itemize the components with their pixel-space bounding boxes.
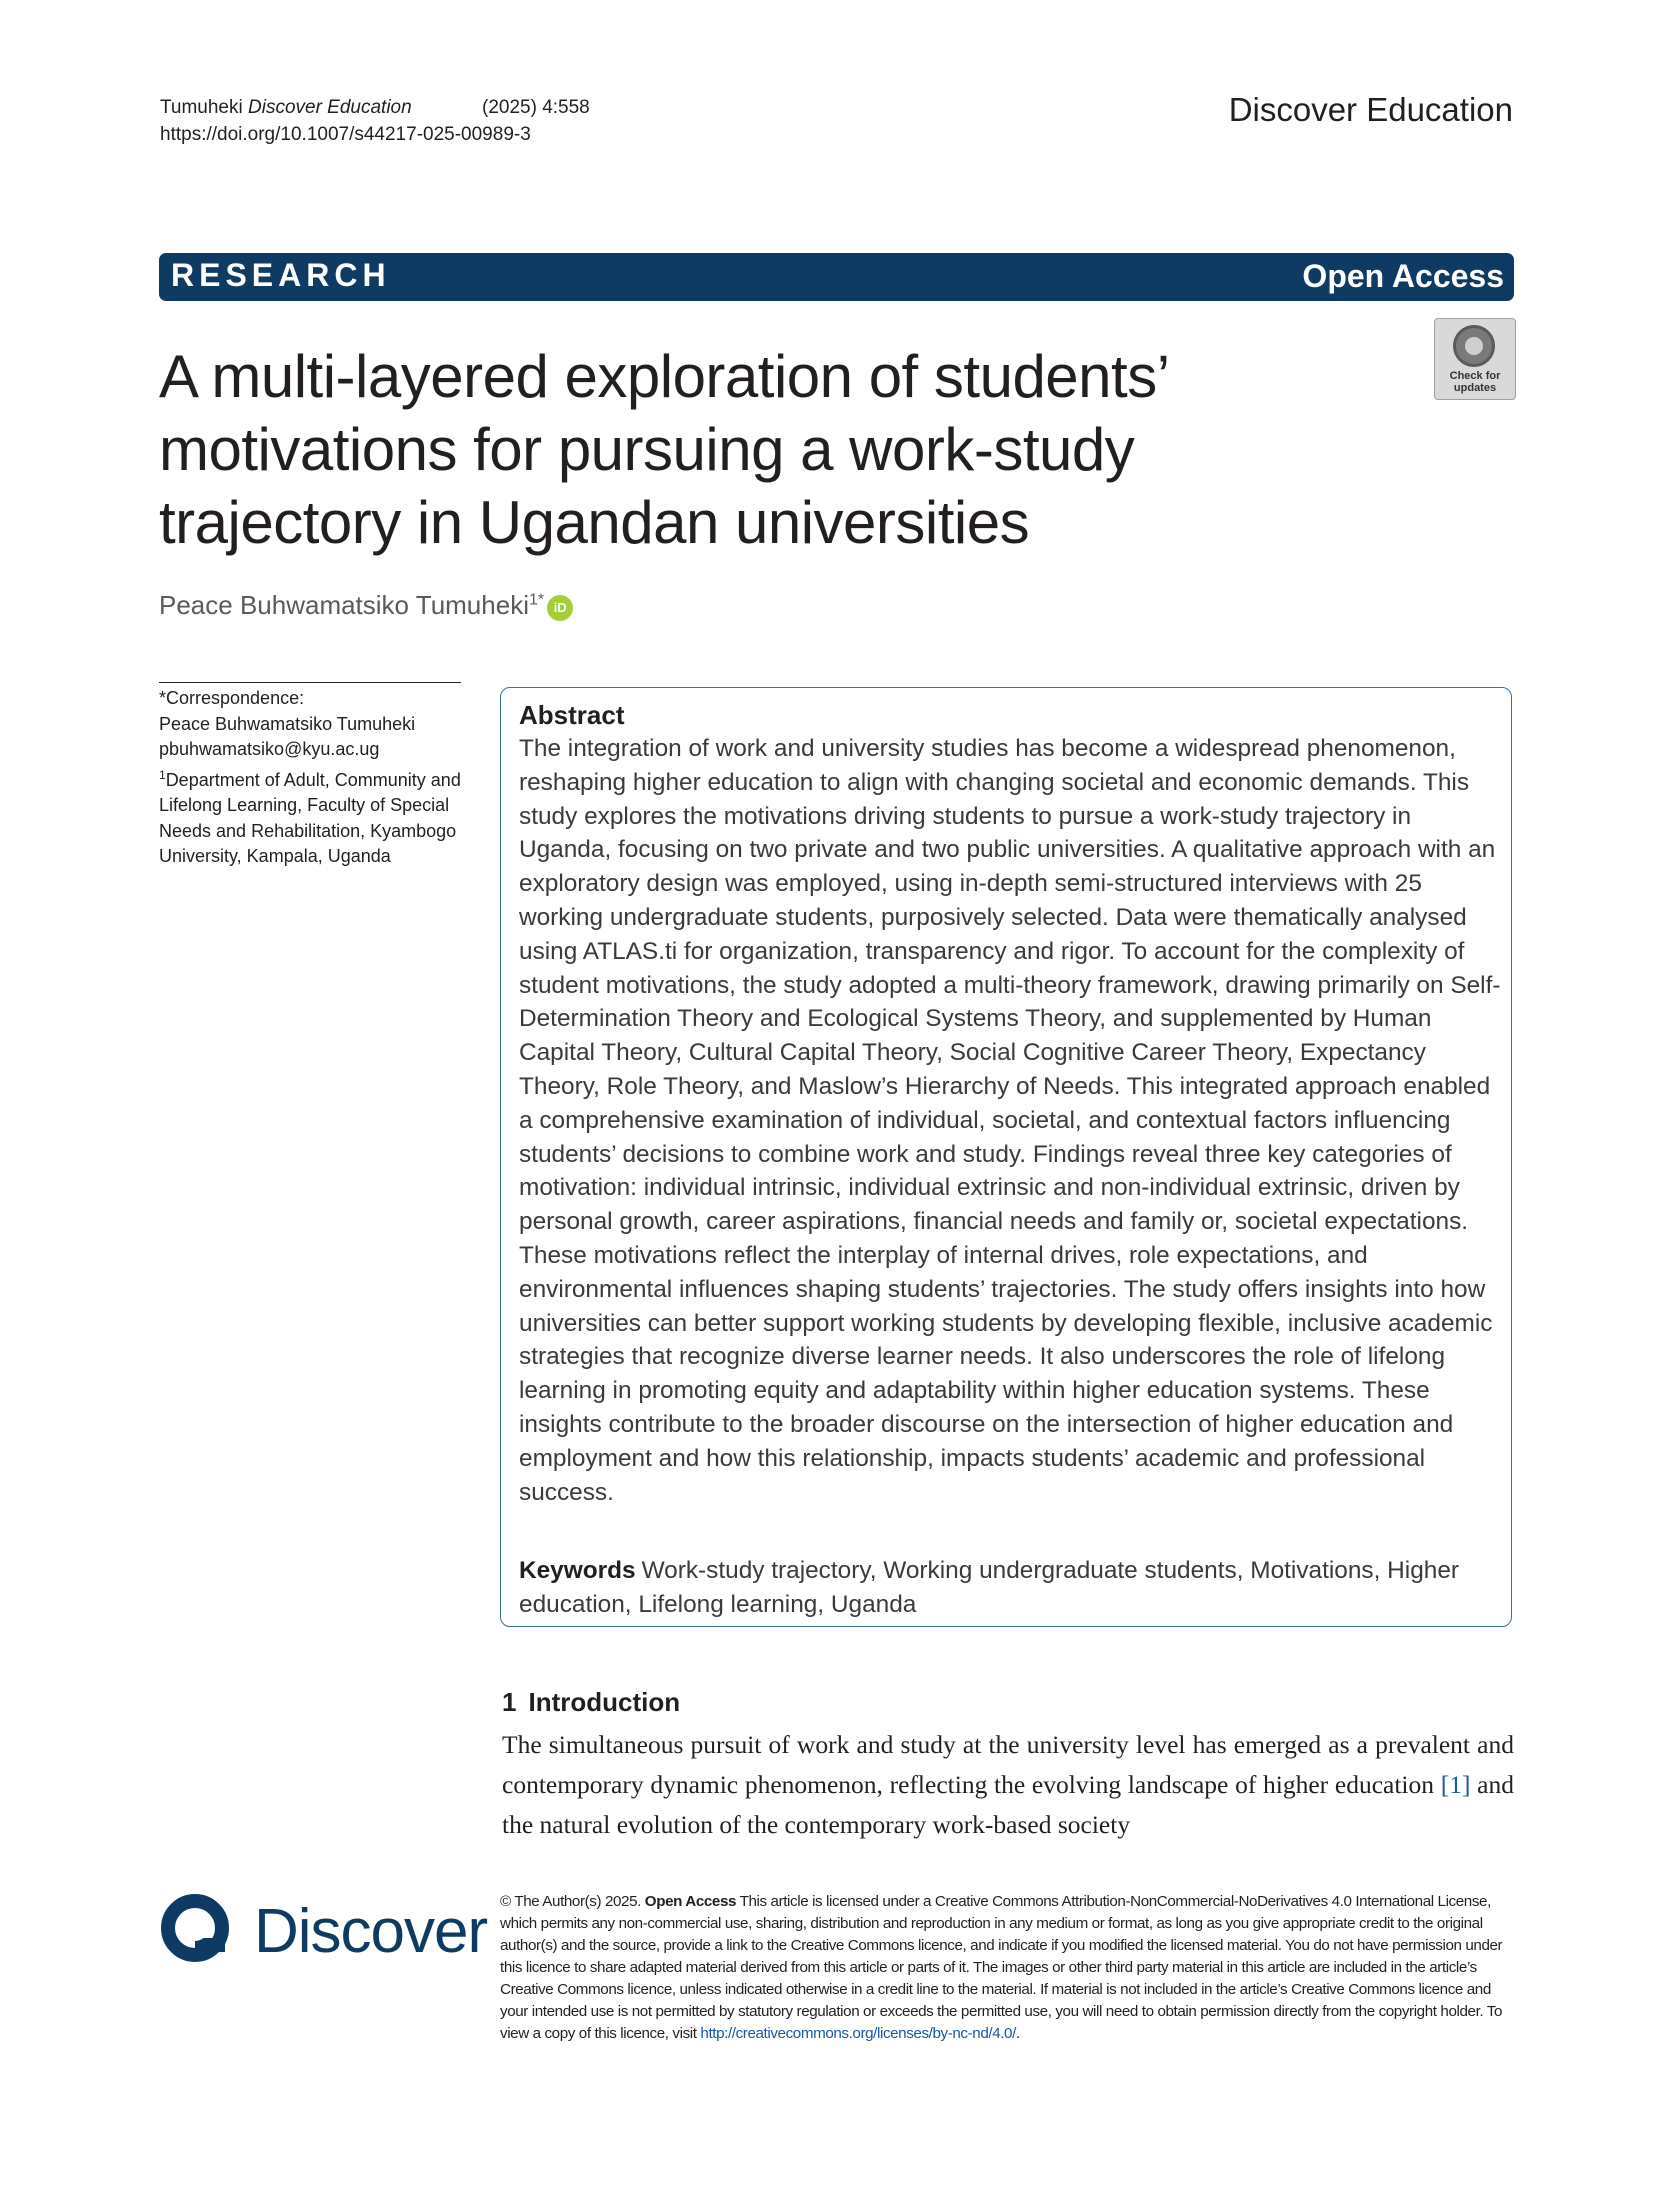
- keywords-label: Keywords: [519, 1557, 636, 1584]
- keywords: [519, 1554, 1504, 1622]
- affiliation-block: [159, 686, 469, 870]
- affiliation-divider: [159, 682, 461, 683]
- abstract-text: The integration of work and university studies has become a widespread phenomenon, reshaping higher education to align with changing societal and economic demands. This study explores the motivations driving students to pursue a work-study trajectory in Uganda, focusing on two private and two public universities. A qualitative approach with an exploratory design was employed, using in-depth semi-structured interviews with 25 working undergraduate students, purposively selected. Data were thematically analysed using ATLAS.ti for organization, transparency and rigor. To account for the complexity of student motivations, the study adopted a multi-theory framework, drawing primarily on Self-Determination Theory and Ecological Systems Theory, and supplemented by Human Capital Theory, Cultural Capital Theory, Social Cognitive Career Theory, Expectancy Theory, Role Theory, and Maslow’s Hierarchy of Needs. This integrated approach enabled a comprehensive examination of individual, societal, and contextual factors influencing students’ decisions to combine work and study. Findings reveal three key categories of motivation: individual intrinsic, individual extrinsic and non-individual extrinsic, driven by personal growth, career aspirations, financial needs and family or, societal expectations. These motivations reflect the interplay of internal drives, role expectations, and environmental influences shaping students’ trajectories. The study offers insights into how universities can better support working students by developing flexible, inclusive academic strategies that recognize diverse learner needs. It also underscores the role of lifelong learning in promoting equity and adaptability within higher education systems. These insights contribute to the broader discourse on the intersection of higher education and employment and how this relationship, impacts students’ academic and professional success.: [519, 735, 1501, 1506]
- abstract-heading: Abstract: [519, 700, 625, 730]
- article-type-banner: [159, 253, 1514, 301]
- license-open-access: Open Access: [644, 1893, 737, 1910]
- header-journal: Discover Education: [248, 97, 412, 118]
- citation-link[interactable]: [1]: [1440, 1770, 1471, 1799]
- correspondence-email[interactable]: pbuhwamatsiko@kyu.ac.ug: [159, 739, 380, 759]
- author-affiliation-mark: 1*: [528, 591, 545, 609]
- section-number: 1: [502, 1687, 517, 1717]
- open-access-label: Open Access: [1302, 258, 1504, 294]
- section-heading-introduction: [502, 1687, 680, 1718]
- author-line: [159, 590, 573, 621]
- license-link[interactable]: http://creativecommons.org/licenses/by-nc-nd/4.0/: [700, 2025, 1016, 2042]
- correspondence-label: *Correspondence:: [159, 688, 305, 708]
- crossmark-icon: [1453, 325, 1495, 367]
- header-volume: (2025) 4:558: [482, 97, 590, 118]
- discover-logo-text: Discover: [254, 1897, 488, 1966]
- crossmark-label: Check for updates: [1449, 370, 1501, 394]
- doi-link[interactable]: https://doi.org/10.1007/s44217-025-00989-3: [160, 124, 531, 145]
- introduction-paragraph: The simultaneous pursuit of work and study at the university level has emerged as a prevalent and contemporary dynamic phenomenon, reflecting the evolving landscape of higher education [1] and the natural evolution of the contemporary work-based society: [502, 1730, 1514, 1839]
- journal-name: Discover Education: [1228, 91, 1513, 128]
- author-name: Peace Buhwamatsiko Tumuheki: [159, 590, 529, 620]
- keywords-list: Work-study trajectory, Working undergraduate students, Motivations, Higher education, Lifelong learning, Uganda: [519, 1557, 1460, 1618]
- affiliation-department: $^1$Department of Adult, Community and Lifelong Learning, Faculty of Special Needs and Rehabilitation, Kyambogo University, Kampala, Uganda: [159, 767, 461, 866]
- abstract-box: [500, 687, 1512, 1627]
- license-statement: © The Author(s) 2025. Open Access This article is licensed under a Creative Commons Attribution-NonCommercial-NoDerivatives 4.0 International License, which permits any non-commercial use, sharing, distribution and reproduction in any medium or format, as long as you give appropriate credit to the original author(s) and the source, provide a link to the Creative Commons licence, and indicate if you modified the licensed material. You do not have permission under this licence to share adapted material derived from this article or parts of it. The images or other third party material in this article are included in the article’s Creative Commons licence, unless indicated otherwise in a credit line to the material. If material is not included in the article’s Creative Commons licence and your intended use is not permitted by statutory regulation or exceeds the permitted use, you will need to obtain permission directly from the copyright holder. To view a copy of this licence, visit http://creativecommons.org/licenses/by-nc-nd/4.0/.: [500, 1893, 1503, 2042]
- article-type: RESEARCH: [171, 257, 391, 293]
- running-header: [160, 94, 590, 148]
- header-author: Tumuheki: [160, 97, 243, 118]
- section-title: Introduction: [528, 1687, 681, 1717]
- correspondence-name: Peace Buhwamatsiko Tumuheki: [159, 713, 416, 734]
- discover-logo: [159, 1890, 488, 1970]
- orcid-icon[interactable]: iD: [547, 595, 573, 621]
- article-title: A multi-layered exploration of students’ motivations for pursuing a work-study trajectory in Ugandan universities: [159, 343, 1168, 556]
- check-for-updates-badge[interactable]: [1434, 318, 1516, 400]
- discover-logo-icon: [159, 1892, 231, 1964]
